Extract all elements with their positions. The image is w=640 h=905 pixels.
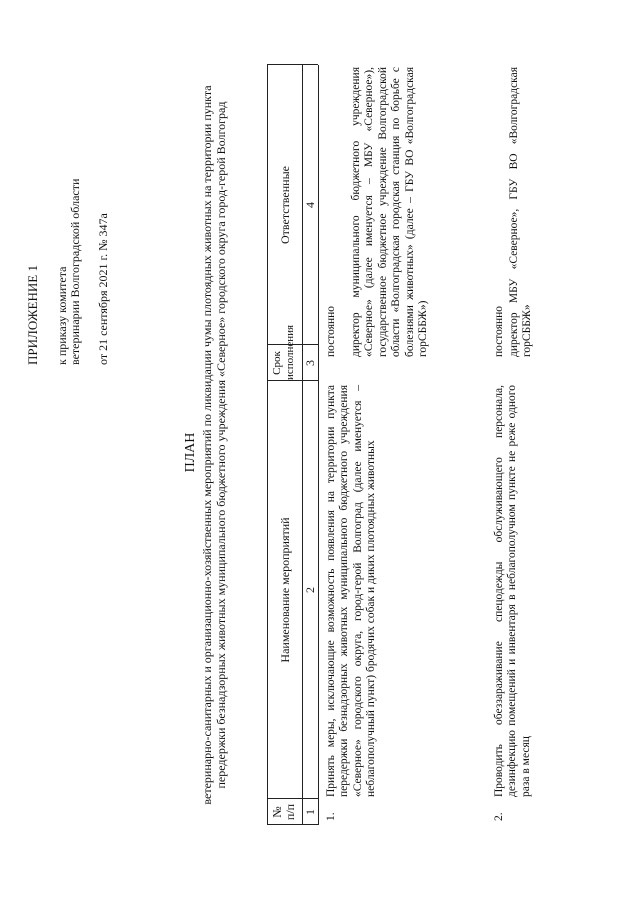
table-col-divider-2 — [267, 380, 318, 381]
row-term: постоянно — [325, 305, 337, 357]
colnum-2: 2 — [303, 587, 317, 593]
header-responsible: Ответственные — [278, 166, 292, 244]
row-action: Принять меры, исключающие возможность появления на территории пункта передержки безнадзорных животных муниципального бюджетного учреждения «Северное» городского округа, город-герой Волгоград (далее именуется – неблагополучный пункт) бродячих собак и диких плотоядных животных — [325, 385, 378, 797]
header-action: Наименование мероприятий — [278, 517, 292, 663]
row-number: 2. — [493, 812, 505, 821]
colnum-1: 1 — [303, 809, 317, 815]
row-responsible: директор муниципального бюджетного учреждения «Северное» (далее именуется – МБУ «Северное»), государственное бюджетное учреждение Волгоградской области «Волгоградская городская станция по борьбе с болезнями животных» (далее – ГБУ ВО «Волгоградская горСББЖ») — [350, 67, 430, 357]
order-line-2: ветеринарии Волгоградской области — [68, 178, 82, 365]
row-action: Проводить обеззараживание спецодежды обслуживающего персонала, дезинфекцию помещений и инвентаря в неблагополучном пункте не реже одного раза в месяц — [493, 385, 532, 797]
table-col-divider-1 — [267, 798, 318, 799]
table-colnum-divider — [318, 65, 319, 825]
order-line-1: к приказу комитета — [55, 266, 69, 365]
table-border-left — [267, 824, 318, 825]
plan-title: ПЛАН — [183, 432, 198, 473]
plan-subtitle: ветеринарно-санитарных и организационно-хозяйственных мероприятий по ликвидации чумы плотоядных животных на территории пункта передержки безнадзорных животных муниципального бюджетного учреждения «Северное» городского округа город-герой Волгоград — [200, 85, 228, 805]
table-border-right — [267, 64, 318, 65]
colnum-4: 4 — [303, 202, 317, 208]
appendix-title: ПРИЛОЖЕНИЕ 1 — [25, 265, 40, 365]
order-date: от 21 сентября 2021 г. № 347а — [96, 213, 110, 365]
table-border-top — [267, 65, 268, 825]
row-responsible: директор МБУ «Северное», ГБУ ВО «Волгоградская горСББЖ» — [508, 67, 534, 357]
header-term: Срок исполнения — [271, 324, 296, 380]
row-term: постоянно — [493, 305, 505, 357]
row-number: 1. — [325, 812, 337, 821]
table-header-divider — [302, 65, 303, 825]
colnum-3: 3 — [303, 360, 317, 366]
header-num: № п/п — [270, 803, 297, 821]
